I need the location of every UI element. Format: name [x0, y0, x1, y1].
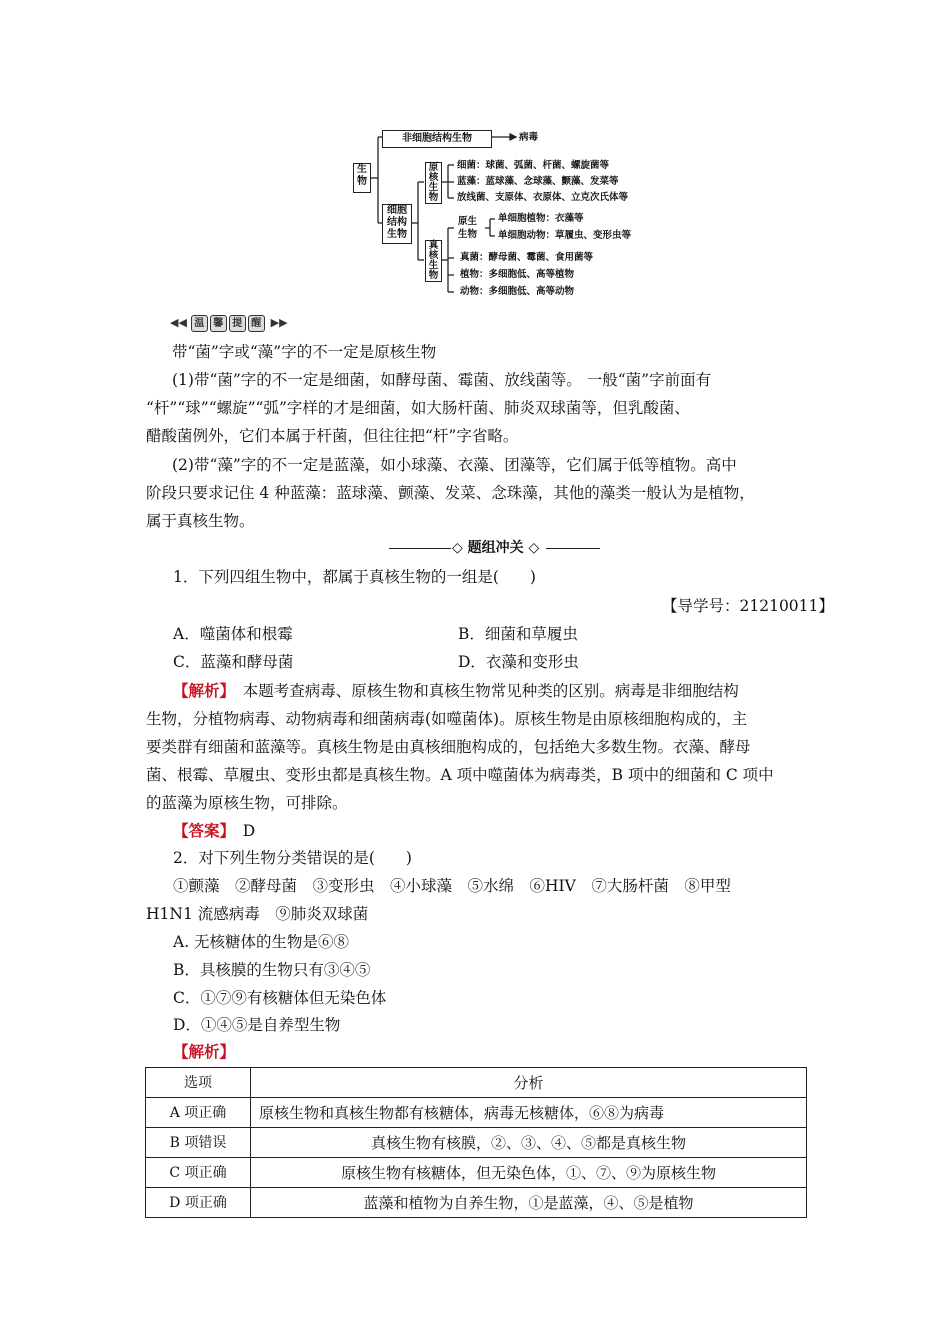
diagram-non-cell: 非细胞结构生物: [382, 130, 492, 148]
diagram-virus: 病毒: [519, 132, 539, 143]
diagram-protist: 原生生物: [458, 216, 478, 240]
tip-banner: [170, 315, 288, 332]
diagram-cell: 细胞结构生物: [382, 204, 412, 244]
tip-chip: 温: [191, 315, 208, 332]
q1-answer: D: [227, 822, 256, 840]
divider-left: [389, 548, 451, 549]
table-row: [146, 1158, 807, 1188]
q1-explanation-line-first: [173, 680, 739, 702]
table-cell: 蓝藻和植物为自养生物，①是蓝藻，④、⑤是植物: [251, 1188, 807, 1218]
tip-chip: 馨: [210, 315, 227, 332]
double-left-arrow-icon: ◀◀: [170, 316, 187, 329]
q1-option-a: A．噬菌体和根霉: [173, 625, 293, 643]
diagram-euk-item: 动物：多细胞低、高等动物: [460, 286, 575, 297]
tip-heading: 带“菌”字或“藻”字的不一定是原核生物: [172, 343, 437, 361]
table-cell: 原核生物有核糖体，但无染色体，①、⑦、⑨为原核生物: [251, 1158, 807, 1188]
table-row: [146, 1098, 807, 1128]
table-cell: A 项正确: [146, 1098, 251, 1128]
table-header-cell: 选项: [146, 1068, 251, 1098]
tip-paragraph-line: “杆”“球”“螺旋”“弧”字样的才是细菌，如大肠杆菌、肺炎双球菌等，但乳酸菌、: [146, 399, 690, 417]
diagram-pro-item: 放线菌、支原体、衣原体、立克次氏体等: [457, 192, 629, 203]
q1-explanation-line: 的蓝藻为原核生物，可排除。: [146, 794, 348, 812]
tip-chip: 醒: [248, 315, 265, 332]
diagram-eukaryote: 真核生物: [425, 240, 442, 282]
table-header-cell: 分析: [251, 1068, 807, 1098]
q1-stem: 1．下列四组生物中，都属于真核生物的一组是( ): [173, 568, 536, 586]
diagram-pro-item: 蓝藻：蓝球藻、念球藻、颤藻、发菜等: [457, 176, 619, 187]
q2-items-line: H1N1 流感病毒 ⑨肺炎双球菌: [146, 905, 369, 923]
q1-explanation-line: 生物，分植物病毒、动物病毒和细菌病毒(如噬菌体)。原核生物是由原核细胞构成的，主: [146, 710, 748, 728]
q2-option-c: C．①⑦⑨有核糖体但无染色体: [173, 989, 387, 1007]
q1-explanation-line: 要类群有细菌和蓝藻等。真核生物是由真核细胞构成的，包括绝大多数生物。衣藻、酵母: [146, 738, 751, 756]
q1-answer-row: [173, 820, 255, 842]
q2-option-a: A. 无核糖体的生物是⑥⑧: [173, 933, 350, 951]
tip-paragraph-line: (2)带“藻”字的不一定是蓝藻，如小球藻、衣藻、团藻等，它们属于低等植物。高中: [172, 456, 737, 474]
diagram-pro-item: 细菌：球菌、弧菌、杆菌、螺旋菌等: [457, 160, 610, 171]
q2-option-b: B．具核膜的生物只有③④⑤: [173, 961, 371, 979]
q1-option-d: D．衣藻和变形虫: [458, 653, 579, 671]
table-row: [146, 1188, 807, 1218]
double-right-arrow-icon: ▶▶: [270, 316, 288, 329]
table-cell: D 项正确: [146, 1188, 251, 1218]
table-cell: 真核生物有核膜，②、③、④、⑤都是真核生物: [251, 1128, 807, 1158]
q1-explanation-line: 菌、根霉、草履虫、变形虫都是真核生物。A 项中噬菌体为病毒类，B 项中的细菌和 C 项中: [146, 766, 774, 784]
q2-option-d: D．①④⑤是自养型生物: [173, 1016, 341, 1034]
diagram-prokaryote: 原核生物: [425, 162, 442, 204]
q1-reference: 【导学号：21210011】: [662, 597, 834, 615]
q1-option-c: C．蓝藻和酵母菌: [173, 653, 294, 671]
analysis-table: [145, 1067, 807, 1218]
q2-items-line: ①颤藻 ②酵母菌 ③变形虫 ④小球藻 ⑤水绵 ⑥HIV ⑦大肠杆菌 ⑧甲型: [173, 877, 731, 895]
diagram-root: 生物: [353, 163, 371, 193]
divider-right: [546, 548, 600, 549]
diagram-protist-item: 单细胞植物：衣藻等: [498, 213, 584, 224]
section-title: ◇ 题组冲关 ◇: [452, 540, 540, 556]
tip-paragraph-line: 阶段只要求记住 4 种蓝藻：蓝球藻、颤藻、发菜、念珠藻，其他的藻类一般认为是植物，: [146, 484, 755, 502]
diagram-euk-item: 植物：多细胞低、高等植物: [460, 269, 575, 280]
q1-jiexi-text: 本题考查病毒、原核生物和真核生物常见种类的区别。病毒是非细胞结构: [227, 682, 739, 700]
q2-jiexi-label: 【解析】: [173, 1042, 236, 1061]
table-cell: 原核生物和真核生物都有核糖体，病毒无核糖体，⑥⑧为病毒: [251, 1098, 807, 1128]
q2-stem: 2．对下列生物分类错误的是( ): [173, 849, 412, 867]
q1-answer-label: 【答案】: [173, 821, 228, 840]
table-cell: C 项正确: [146, 1158, 251, 1188]
table-header-row: [146, 1068, 807, 1098]
table-cell: B 项错误: [146, 1128, 251, 1158]
tip-paragraph-line: 醋酸菌例外，它们本属于杆菌，但往往把“杆”字省略。: [146, 427, 519, 445]
q1-jiexi-label: 【解析】: [173, 681, 228, 700]
diagram-euk-item: 真菌：酵母菌、霉菌、食用菌等: [460, 252, 594, 263]
diagram-protist-item: 单细胞动物：草履虫、变形虫等: [498, 230, 632, 241]
tip-chip: 提: [229, 315, 246, 332]
table-row: [146, 1128, 807, 1158]
tip-paragraph-line: (1)带“菌”字的不一定是细菌，如酵母菌、霉菌、放线菌等。 一般“菌”字前面有: [172, 371, 712, 389]
tip-paragraph-line: 属于真核生物。: [146, 512, 255, 530]
q1-option-b: B．细菌和草履虫: [458, 625, 578, 643]
